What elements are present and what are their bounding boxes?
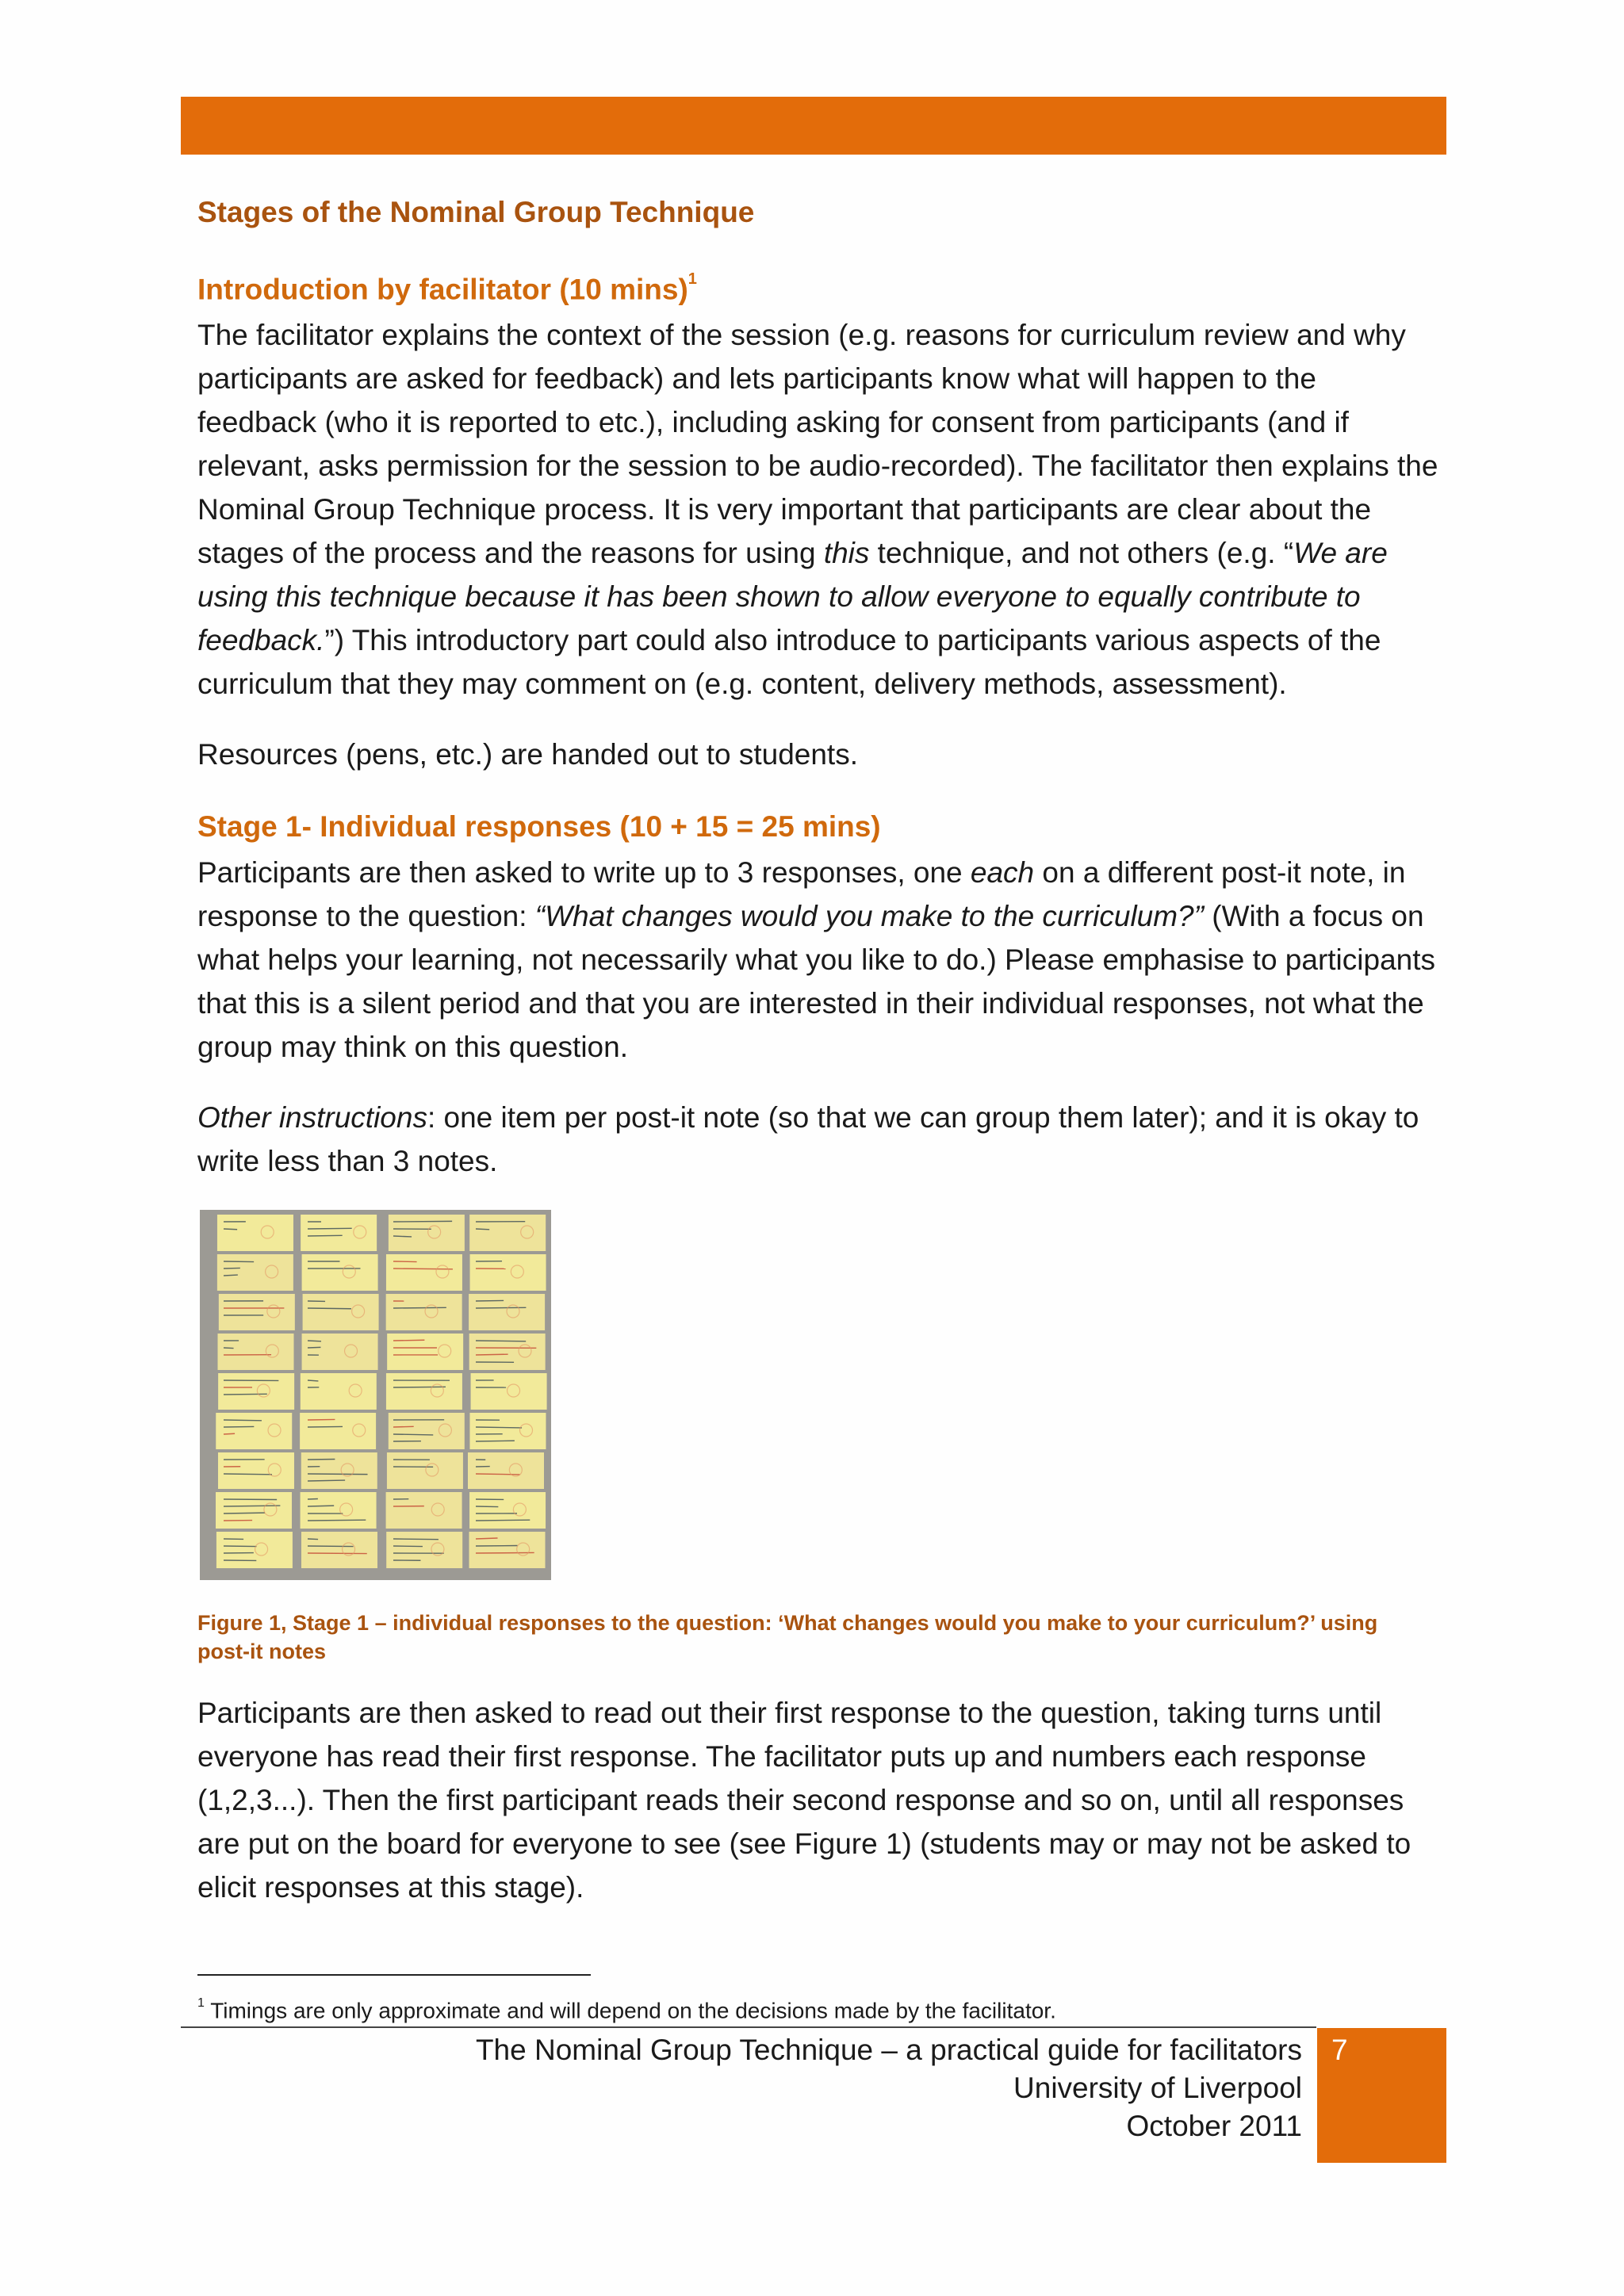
text-run: ”) This introductory part could also introduce to participants various aspects of the curriculum that they may comment on (e.g. content, delivery methods, assessment).: [197, 624, 1381, 701]
text-run: Participants are then asked to write up to 3 responses, one: [197, 856, 971, 890]
intro-heading-text: Introduction by facilitator (10 mins): [197, 273, 688, 306]
footnote-divider: [197, 1974, 591, 1976]
post-it-note: [387, 1452, 463, 1489]
footer-institution: University of Liverpool: [1013, 2072, 1302, 2104]
post-it-note: [387, 1334, 463, 1370]
footnote-number: 1: [197, 1996, 205, 2010]
header-accent-bar: [181, 97, 1446, 155]
post-it-note: [218, 1373, 294, 1410]
stage1-paragraph: [197, 851, 1441, 1069]
post-it-note: [301, 1492, 377, 1529]
post-it-note: [469, 1334, 546, 1370]
post-it-note: [301, 1452, 377, 1489]
footer-title: The Nominal Group Technique – a practical guide for facilitators: [475, 2034, 1302, 2066]
intro-heading: [197, 260, 1441, 313]
text-run: (With a focus on what helps your learning, not necessarily what you like to do.) Please emphasise to participants that this is a silent period and that you are interested in their individual responses, not what the group may think on this question.: [197, 900, 1436, 1064]
footer-text: [476, 2031, 1302, 2145]
resources-paragraph: Resources (pens, etc.) are handed out to students.: [197, 738, 858, 771]
text-run: technique, and not others (e.g. “: [869, 537, 1294, 570]
text-run: on a different post-it note, in response to the question:: [197, 856, 1406, 933]
post-it-note: [470, 1254, 546, 1291]
post-it-note: [471, 1373, 547, 1410]
stage1-heading: Stage 1- Individual responses (10 + 15 = 25 mins): [197, 810, 881, 844]
post-it-note: [301, 1373, 377, 1410]
post-it-note: [386, 1492, 462, 1529]
post-it-note: [219, 1294, 295, 1330]
post-it-note: [217, 1254, 293, 1291]
footnote-ref: 1: [688, 270, 697, 288]
instructions-paragraph: [197, 1096, 1441, 1183]
post-it-note: [216, 1532, 293, 1568]
intro-paragraph: [197, 313, 1441, 706]
figure-caption: Figure 1, Stage 1 – individual responses to the question: ‘What changes would you make to your curriculum?’ using post-it notes: [197, 1611, 1378, 1664]
post-it-note: [468, 1452, 544, 1489]
footnote-text: Timings are only approximate and will depend on the decisions made by the facilitator.: [210, 1998, 1056, 2023]
post-it-note: [469, 1492, 546, 1529]
post-it-note: [301, 1215, 377, 1251]
footer-date: October 2011: [1126, 2110, 1302, 2142]
text-run-italic: We are using this technique because it has been shown to allow everyone to equally contribute to feedback.: [197, 537, 1388, 657]
post-it-note: [386, 1532, 462, 1568]
text-run: : one item per post-it note (so that we can group them later); and it is okay to write less than 3 notes.: [197, 1101, 1419, 1178]
post-it-board-image: [200, 1210, 551, 1580]
post-it-note: [389, 1413, 465, 1449]
reading-paragraph: Participants are then asked to read out their first response to the question, taking turns until everyone has read their first response. The facilitator puts up and numbers each response (1,2,3...). Then the first participant reads their second response and so on, until all responses are put on the board for everyone to see (see Figure 1) (students may or may not be asked to elicit responses at this stage).: [197, 1697, 1411, 1904]
post-it-note: [303, 1294, 379, 1330]
post-it-note: [386, 1294, 462, 1330]
text-run-italic: this: [823, 537, 870, 570]
section-title: Stages of the Nominal Group Technique: [197, 196, 755, 228]
text-run-italic: “What changes would you make to the curriculum?”: [534, 900, 1204, 933]
text-run: The facilitator explains the context of the session (e.g. reasons for curriculum review and why participants are asked for feedback) and lets participants know what will happen to the feedback (who it is reported to etc.), including asking for consent from participants (and if relevant, asks permission for the session to be audio-recorded). The facilitator then explains the Nominal Group Technique process. It is very important that participants are clear about the stages of the process and the reasons for using: [197, 319, 1438, 570]
post-it-note: [302, 1334, 378, 1370]
footer-divider: [181, 2026, 1316, 2028]
post-it-note: [386, 1373, 462, 1410]
post-it-note: [386, 1254, 462, 1291]
text-run-italic: Other instructions: [197, 1101, 427, 1135]
post-it-note: [217, 1334, 293, 1370]
post-it-note: [216, 1413, 292, 1449]
post-it-note: [300, 1413, 376, 1449]
page-number-box: [1317, 2028, 1446, 2163]
post-it-note: [389, 1215, 465, 1251]
page-content: [197, 189, 1441, 1936]
post-it-note: [218, 1452, 294, 1489]
post-it-note: [469, 1294, 545, 1330]
footnote: [197, 1992, 1056, 2025]
post-it-note: [301, 1532, 377, 1568]
post-it-notes-photo: [200, 1210, 551, 1580]
page-number: 7: [1331, 2034, 1348, 2066]
post-it-note: [469, 1215, 546, 1251]
post-it-note: [469, 1532, 546, 1568]
post-it-note: [217, 1215, 293, 1251]
post-it-note: [469, 1413, 546, 1449]
text-run-italic: each: [970, 856, 1035, 890]
post-it-note: [216, 1492, 292, 1529]
post-it-note: [302, 1254, 378, 1291]
